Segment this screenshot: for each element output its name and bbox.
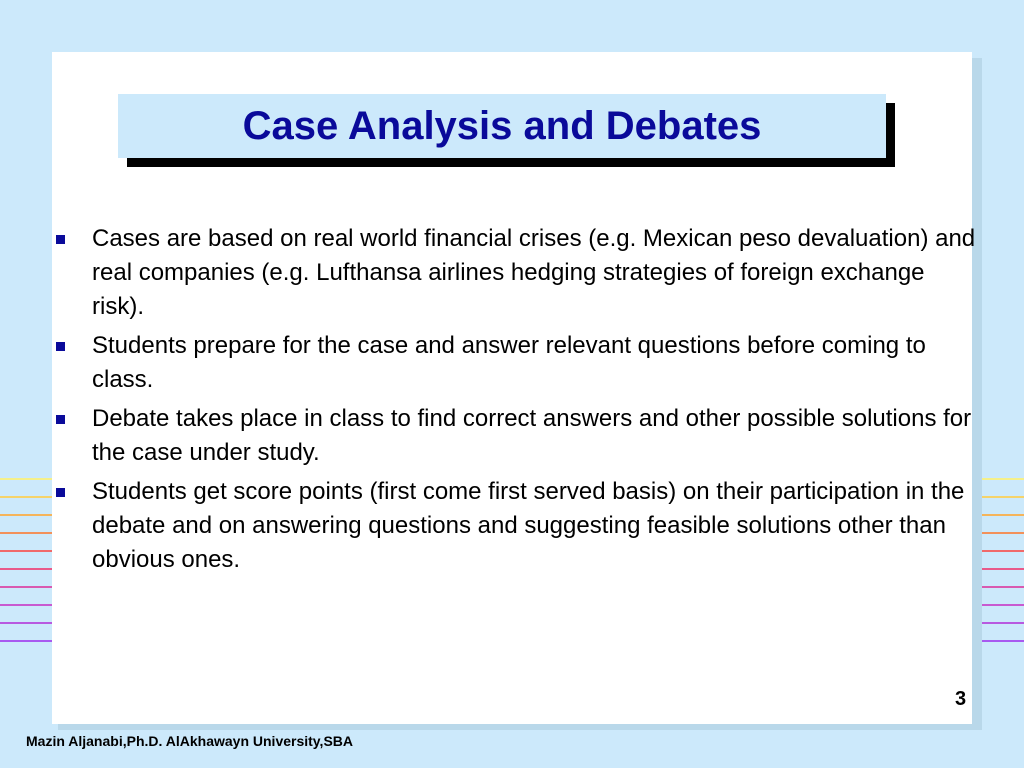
decorative-stripe [982,478,1024,480]
decorative-stripe [982,640,1024,642]
decorative-stripe [982,514,1024,516]
bullet-list [56,222,976,582]
bullet-item [56,475,976,577]
footer-text: Mazin Aljanabi,Ph.D. AlAkhawayn University,SBA [26,733,353,749]
decorative-stripe [982,532,1024,534]
bullet-text: Students prepare for the case and answer relevant questions before coming to class. [92,332,926,393]
decorative-stripe [982,550,1024,552]
square-bullet-icon [56,415,65,424]
decorative-stripe [0,532,52,534]
decorative-stripe [0,622,52,624]
decorative-stripe [0,550,52,552]
slide-title: Case Analysis and Debates [242,103,762,148]
decorative-stripe [0,514,52,516]
decorative-stripe [0,478,52,480]
bullet-item [56,222,976,324]
decorative-stripe [982,496,1024,498]
bullet-text: Students get score points (first come first served basis) on their participation in the debate and on answering questions and suggesting feasible solutions other than obvious ones. [92,478,965,573]
decorative-stripe [0,604,52,606]
decorative-stripes-right [982,478,1024,658]
title-box [118,94,886,158]
decorative-stripe [982,586,1024,588]
page-number: 3 [955,688,967,710]
decorative-stripe [982,604,1024,606]
decorative-stripe [0,496,52,498]
decorative-stripe [0,568,52,570]
decorative-stripes-left [0,478,52,658]
decorative-stripe [982,622,1024,624]
square-bullet-icon [56,342,65,351]
bullet-text: Cases are based on real world financial crises (e.g. Mexican peso devaluation) and real companies (e.g. Lufthansa airlines hedging strategies of foreign exchange risk). [92,225,976,320]
bullet-item [56,329,976,397]
square-bullet-icon [56,488,65,497]
bullet-item [56,402,976,470]
decorative-stripe [0,640,52,642]
decorative-stripe [982,568,1024,570]
decorative-stripe [0,586,52,588]
bullet-text: Debate takes place in class to find correct answers and other possible solutions for the case under study. [92,405,972,466]
square-bullet-icon [56,235,65,244]
